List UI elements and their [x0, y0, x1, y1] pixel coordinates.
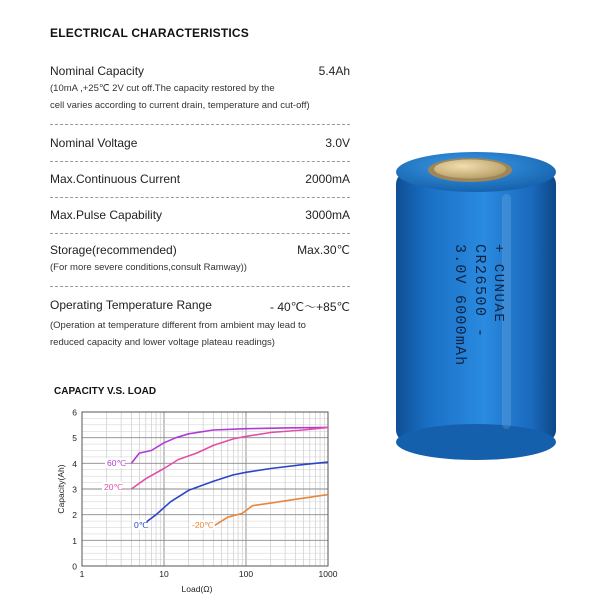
- spec-label: Nominal Voltage: [50, 136, 138, 150]
- x-axis-label: Load(Ω): [181, 584, 213, 594]
- spec-label: Max.Pulse Capability: [50, 208, 163, 222]
- spec-value: - 40℃～+85℃: [270, 300, 350, 314]
- battery-brand: CUNUAE: [490, 263, 506, 324]
- y-tick-label: 3: [72, 484, 77, 495]
- series-label: 0℃: [134, 520, 149, 530]
- spec-note: (For more severe conditions,consult Ramway)): [50, 262, 247, 273]
- y-tick-label: 6: [72, 407, 77, 418]
- spec-label: Nominal Capacity: [50, 64, 145, 78]
- x-tick-label: 1000: [318, 569, 338, 579]
- y-tick-label: 4: [72, 458, 77, 469]
- spec-value: Max.30℃: [297, 243, 350, 257]
- x-tick-label: 1: [79, 569, 85, 579]
- battery-spec: 3.0V 6000mAh: [451, 244, 468, 367]
- battery-model-label: [471, 244, 488, 339]
- y-tick-label: 1: [72, 535, 77, 546]
- spec-note: (Operation at temperature different from ambient may lead to: [50, 320, 306, 331]
- y-tick-label: 5: [72, 433, 77, 444]
- series-label: -20℃: [192, 520, 214, 530]
- spec-value: 2000mA: [305, 172, 350, 186]
- y-tick-label: 0: [72, 561, 77, 572]
- series-label: 20℃: [104, 482, 124, 492]
- y-tick-label: 2: [72, 510, 77, 521]
- battery-bottom: [396, 424, 556, 460]
- spec-value: 3000mA: [305, 208, 350, 222]
- chart-title: CAPACITY V.S. LOAD: [54, 386, 157, 397]
- battery-model: CR26500: [471, 244, 488, 318]
- spec-label: Storage(recommended): [50, 243, 177, 257]
- battery-plus-sign: +: [490, 244, 506, 254]
- battery-brand-label: [490, 244, 506, 323]
- battery-minus-sign: -: [471, 328, 488, 339]
- spec-note: cell varies according to current drain, temperature and cut-off): [50, 100, 310, 111]
- spec-value: 3.0V: [325, 136, 350, 150]
- series-label: 60℃: [107, 458, 127, 468]
- x-tick-label: 100: [238, 569, 254, 579]
- spec-label: Max.Continuous Current: [50, 172, 181, 186]
- battery-image: [390, 148, 570, 468]
- y-axis-label: Capacity(Ah): [56, 464, 66, 514]
- x-tick-label: 10: [159, 569, 169, 579]
- spec-note: reduced capacity and lower voltage plateau readings): [50, 337, 275, 348]
- spec-value: 5.4Ah: [318, 64, 350, 78]
- page-title: ELECTRICAL CHARACTERISTICS: [50, 26, 249, 40]
- battery-positive-terminal: [434, 160, 506, 179]
- spec-label: Operating Temperature Range: [50, 298, 212, 312]
- spec-note: (10mA ,+25℃ 2V cut off.The capacity restored by the: [50, 83, 275, 94]
